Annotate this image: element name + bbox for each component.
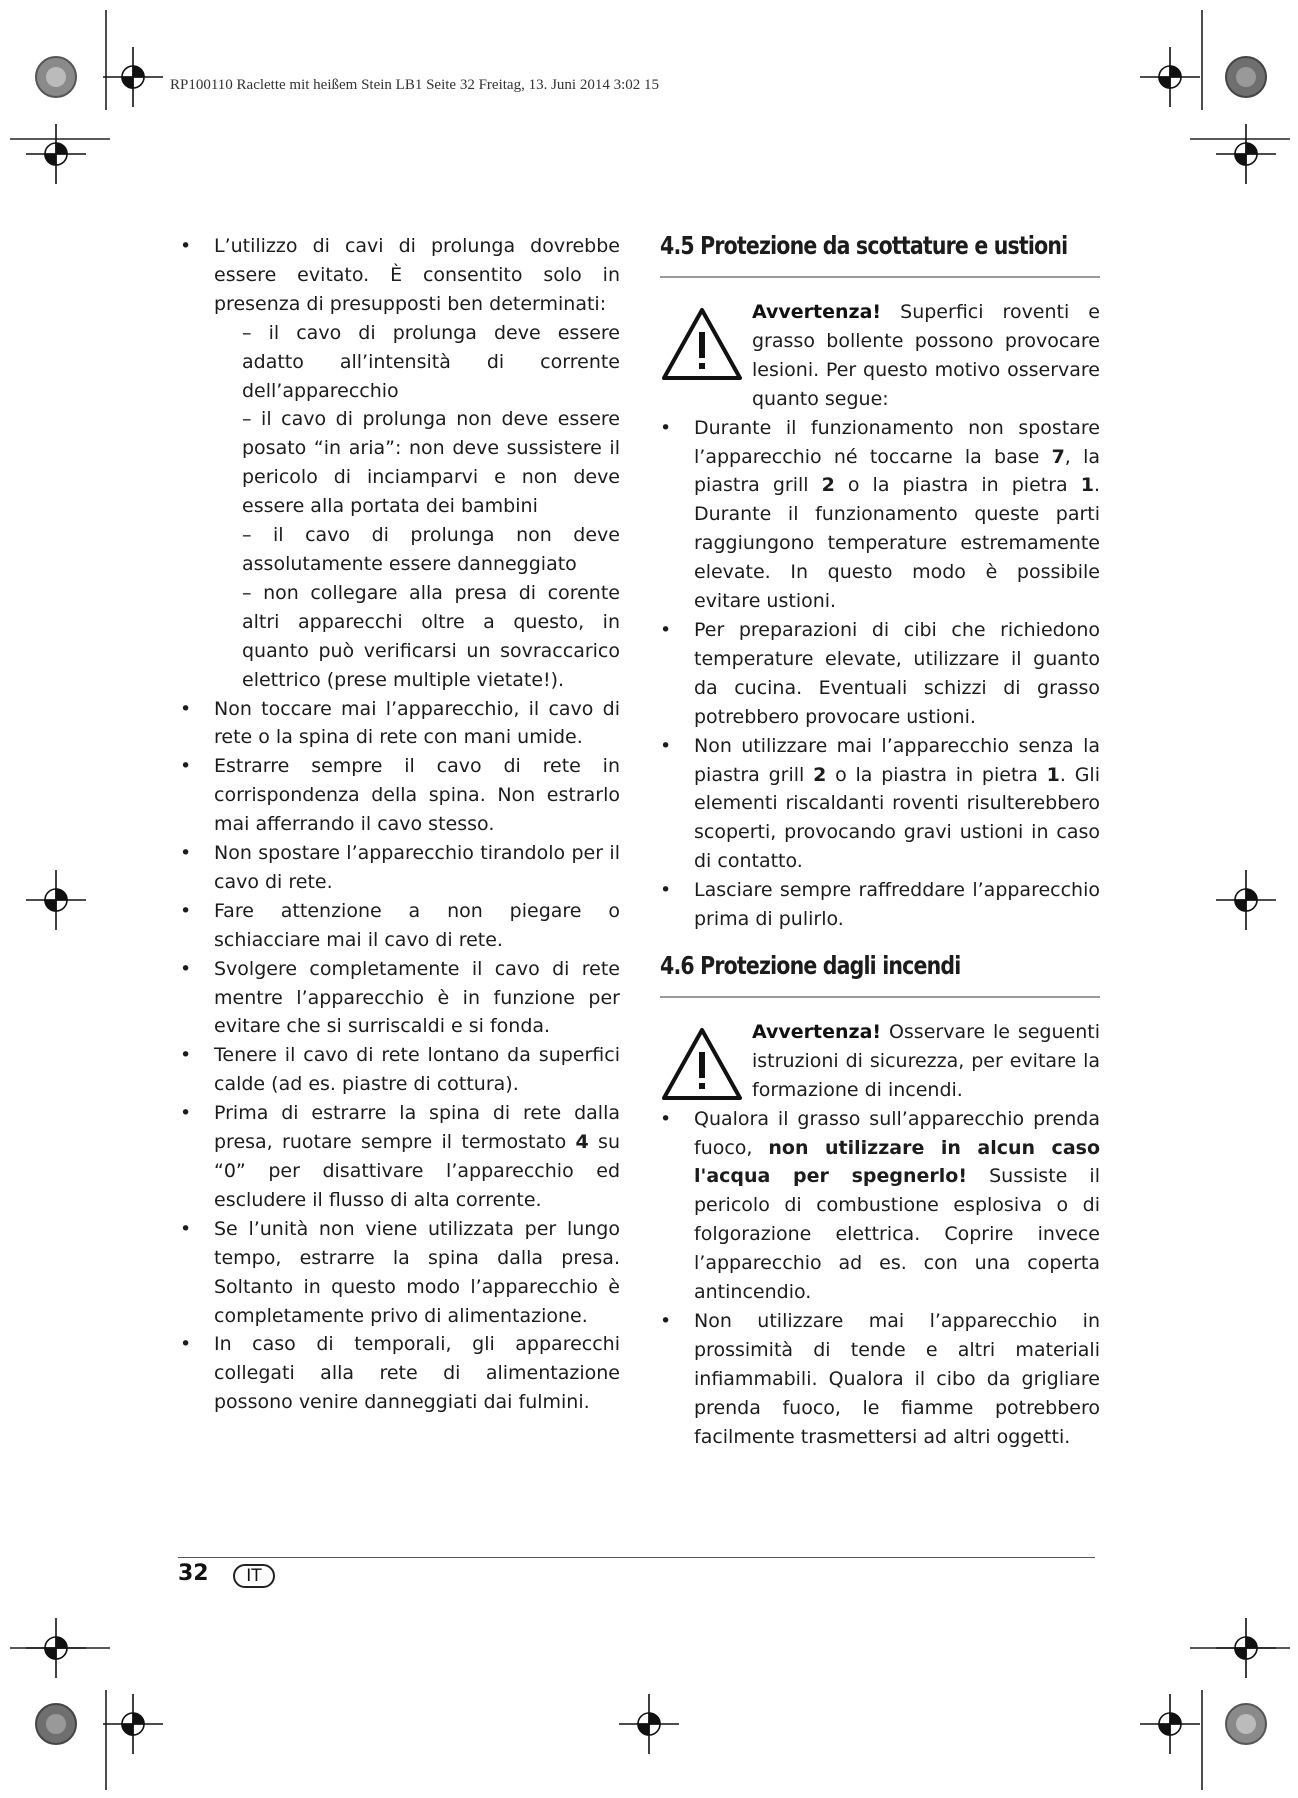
list-item-text: , la piastra grill [694, 445, 1100, 497]
warning-block [660, 298, 1100, 414]
sub-item: – il cavo di prolunga non deve assolutamente essere danneggiato [242, 524, 620, 575]
list-item-text: su “0” per disattivare l’apparecchio ed escludere il flusso di alta corrente. [214, 1131, 620, 1211]
list-item-text: Qualora il grasso sull’apparecchio prenda fuoco, [694, 1107, 1100, 1159]
list-item-text: • L’utilizzo di cavi di prolunga dovrebbe essere evitato. È consentito solo in presenza di presupposti ben determinati: [214, 235, 620, 315]
list-item: • Svolgere completamente il cavo di rete mentre l’apparecchio è in funzione per evitare che si surriscaldi e si fonda. [180, 955, 620, 1042]
warning-text: Superfici roventi e grasso bollente possono provocare lesioni. Per questo motivo osservare quanto segue: [752, 301, 1100, 410]
list-item-text: o la piastra in pietra [834, 474, 1081, 497]
list-item: • Lasciare sempre raffreddare l’apparecchio prima di pulirlo. [660, 876, 1100, 934]
list-item [660, 732, 1100, 877]
list-item: • Per preparazioni di cibi che richiedono temperature elevate, utilizzare il guanto da cucina. Eventuali schizzi di grasso potrebbero provocare ustioni. [660, 616, 1100, 732]
warning-label: Avvertenza! [752, 1020, 882, 1043]
list-item: • Non toccare mai l’apparecchio, il cavo di rete o la spina di rete con mani umide. [180, 695, 620, 753]
list-item: • Non utilizzare mai l’apparecchio in prossimità di tende e altri materiali infiammabili. Qualora il cibo da grigliare prenda fuoco, le fiamme potrebbero facilmente trasmettersi ad altri oggetti. [660, 1307, 1100, 1452]
warning-text: Osservare le seguenti istruzioni di sicurezza, per evitare la formazione di incendi. [752, 1020, 1100, 1101]
list-item-text: . Durante il funzionamento queste parti raggiungono temperature estremamente elevate. In questo modo è possibile evitare ustioni. [694, 474, 1100, 613]
list-item-text: Sussiste il pericolo di combustione esplosiva o di folgorazione elettrica. Coprire invece l’apparecchio ad es. con una coperta antincendio. [694, 1165, 1100, 1304]
warning-triangle-icon [660, 306, 744, 382]
list-item [180, 1099, 620, 1215]
warning-label: Avvertenza! [752, 301, 882, 323]
list-item: • Fare attenzione a non piegare o schiacciare mai il cavo di rete. [180, 897, 620, 955]
list-item-text: o la piastra in pietra [826, 763, 1047, 786]
section-heading-4-5: 4.5 Protezione da scottature e ustioni [660, 231, 1068, 260]
list-item: • Se l’unità non viene utilizzata per lungo tempo, estrarre la spina dalla presa. Soltanto in questo modo l’apparecchio è completamente privo di alimentazione. [180, 1215, 620, 1331]
warning-block [660, 1018, 1100, 1105]
list-item [660, 1105, 1100, 1307]
list-item: • In caso di temporali, gli apparecchi collegati alla rete di alimentazione possono venire danneggiati dai fulmini. [180, 1330, 620, 1417]
sub-item: – il cavo di prolunga deve essere adatto all’intensità di corrente dell’apparecchio [242, 321, 620, 402]
list-item [660, 414, 1100, 616]
part-number: 7 [1051, 445, 1065, 468]
print-slug: RP100110 Raclette mit heißem Stein LB1 Seite 32 Freitag, 13. Juni 2014 3:02 15 [170, 77, 659, 93]
footer-divider [178, 1557, 1095, 1558]
right-column [660, 232, 1100, 1452]
sub-item: – non collegare alla presa di corente altri apparecchi oltre a questo, in quanto può verificarsi un sovraccarico elettrico (prese multiple vietate!). [242, 581, 620, 691]
list-item: • Tenere il cavo di rete lontano da superfici calde (ad es. piastre di cottura). [180, 1041, 620, 1099]
page-number: 32 [178, 1561, 209, 1586]
warning-triangle-icon [660, 1026, 744, 1102]
section-divider [660, 276, 1100, 278]
list-item-text: Prima di estrarre la spina di rete dalla presa, ruotare sempre il termostato [214, 1102, 620, 1154]
left-column [180, 232, 620, 1417]
list-item-text: . Gli elementi riscaldanti roventi risulterebbero scoperti, provocando gravi ustioni in caso di contatto. [694, 763, 1100, 873]
section-divider [660, 996, 1100, 998]
list-item-text: Non utilizzare mai l’apparecchio senza la piastra grill [694, 734, 1100, 786]
list-item [180, 232, 620, 695]
emphasis-text: non utilizzare in alcun caso l'acqua per spegnerlo! [694, 1136, 1100, 1188]
language-badge: IT [233, 1564, 275, 1588]
list-item-text: Durante il funzionamento non spostare l’apparecchio né toccarne la base [694, 416, 1100, 468]
part-number: 4 [575, 1131, 589, 1154]
sub-item: – il cavo di prolunga non deve essere posato “in aria”: non deve sussistere il pericolo di inciamparvi e non deve essere alla portata dei bambini [242, 408, 620, 518]
part-number: 2 [813, 763, 827, 786]
part-number: 1 [1080, 474, 1094, 497]
part-number: 1 [1046, 763, 1060, 786]
list-item: • Non spostare l’apparecchio tirandolo per il cavo di rete. [180, 839, 620, 897]
section-heading-4-6: 4.6 Protezione dagli incendi [660, 950, 961, 980]
part-number: 2 [821, 474, 835, 497]
list-item: • Estrarre sempre il cavo di rete in corrispondenza della spina. Non estrarlo mai afferrando il cavo stesso. [180, 752, 620, 839]
